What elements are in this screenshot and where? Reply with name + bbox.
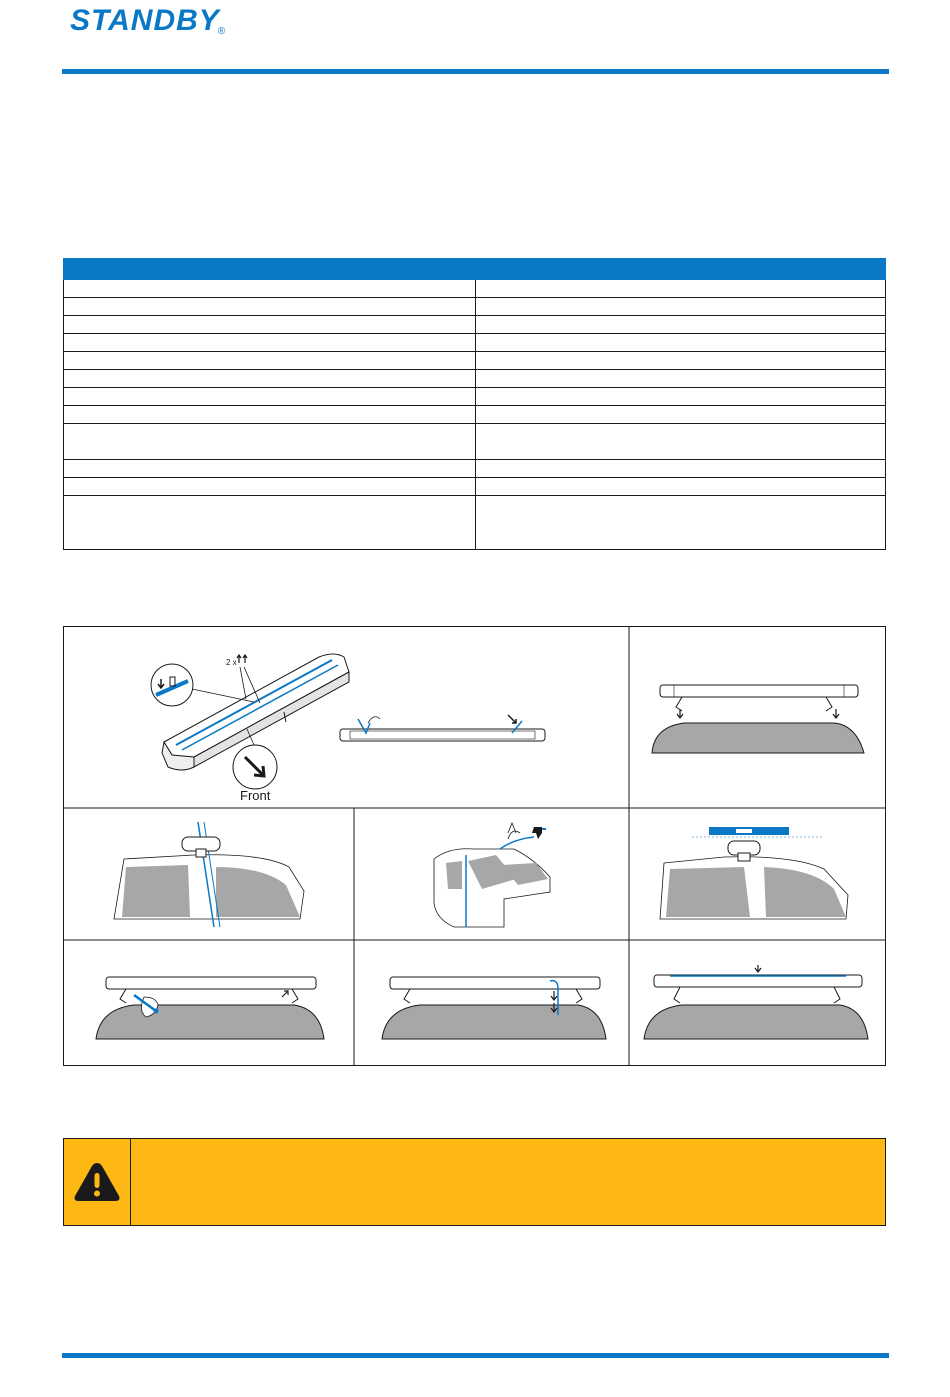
step5-level-check xyxy=(660,827,848,919)
table-row xyxy=(64,298,886,316)
step1-front-label: Front xyxy=(240,788,271,803)
step6-tighten-bolts xyxy=(96,977,324,1039)
warning-box xyxy=(63,1138,886,1226)
table-header-row xyxy=(64,259,886,280)
table-cell xyxy=(64,334,476,352)
step1-quantity: 2 x xyxy=(226,658,237,667)
installation-figures xyxy=(63,626,886,1066)
figure-grid xyxy=(64,627,885,1065)
table-row xyxy=(64,280,886,298)
table-cell xyxy=(64,388,476,406)
table-header-cell xyxy=(476,259,886,280)
table-cell xyxy=(64,460,476,478)
table-row xyxy=(64,406,886,424)
header-rule xyxy=(62,69,889,74)
step1-lightbar-side xyxy=(340,715,545,741)
step3-mirror-tape xyxy=(114,822,304,927)
table-cell xyxy=(476,280,886,298)
brand-name: STANDBY xyxy=(70,4,220,37)
table-cell xyxy=(64,280,476,298)
table-cell xyxy=(64,298,476,316)
table-cell xyxy=(476,388,886,406)
table-row xyxy=(64,352,886,370)
registered-mark: ® xyxy=(217,26,226,37)
table-row xyxy=(64,316,886,334)
table-cell xyxy=(476,334,886,352)
table-cell xyxy=(476,460,886,478)
table-cell xyxy=(476,352,886,370)
table-cell xyxy=(64,496,476,550)
table-header-cell xyxy=(64,259,476,280)
table-cell xyxy=(476,370,886,388)
table-row xyxy=(64,334,886,352)
warning-icon xyxy=(73,1160,121,1204)
table-row xyxy=(64,460,886,478)
table-cell xyxy=(476,406,886,424)
table-cell xyxy=(64,352,476,370)
table-row xyxy=(64,478,886,496)
table-cell xyxy=(64,370,476,388)
table-row xyxy=(64,370,886,388)
spec-table xyxy=(63,258,886,550)
footer-rule xyxy=(62,1353,889,1358)
step8-final-check xyxy=(644,965,868,1039)
table-cell xyxy=(64,478,476,496)
table-cell xyxy=(476,424,886,460)
table-cell xyxy=(64,424,476,460)
brand-logo xyxy=(70,4,227,38)
step2-roof-mount xyxy=(652,685,864,753)
table-cell xyxy=(64,406,476,424)
step4-cable-routing xyxy=(434,823,550,927)
table-row xyxy=(64,496,886,550)
table-row xyxy=(64,424,886,460)
step7-cable-clip xyxy=(382,977,606,1039)
table-cell xyxy=(476,478,886,496)
table-cell xyxy=(476,316,886,334)
table-cell xyxy=(476,298,886,316)
table-row xyxy=(64,388,886,406)
table-cell xyxy=(476,496,886,550)
step1-bolt-callout xyxy=(151,664,254,706)
table-cell xyxy=(64,316,476,334)
warning-icon-cell xyxy=(64,1139,131,1225)
